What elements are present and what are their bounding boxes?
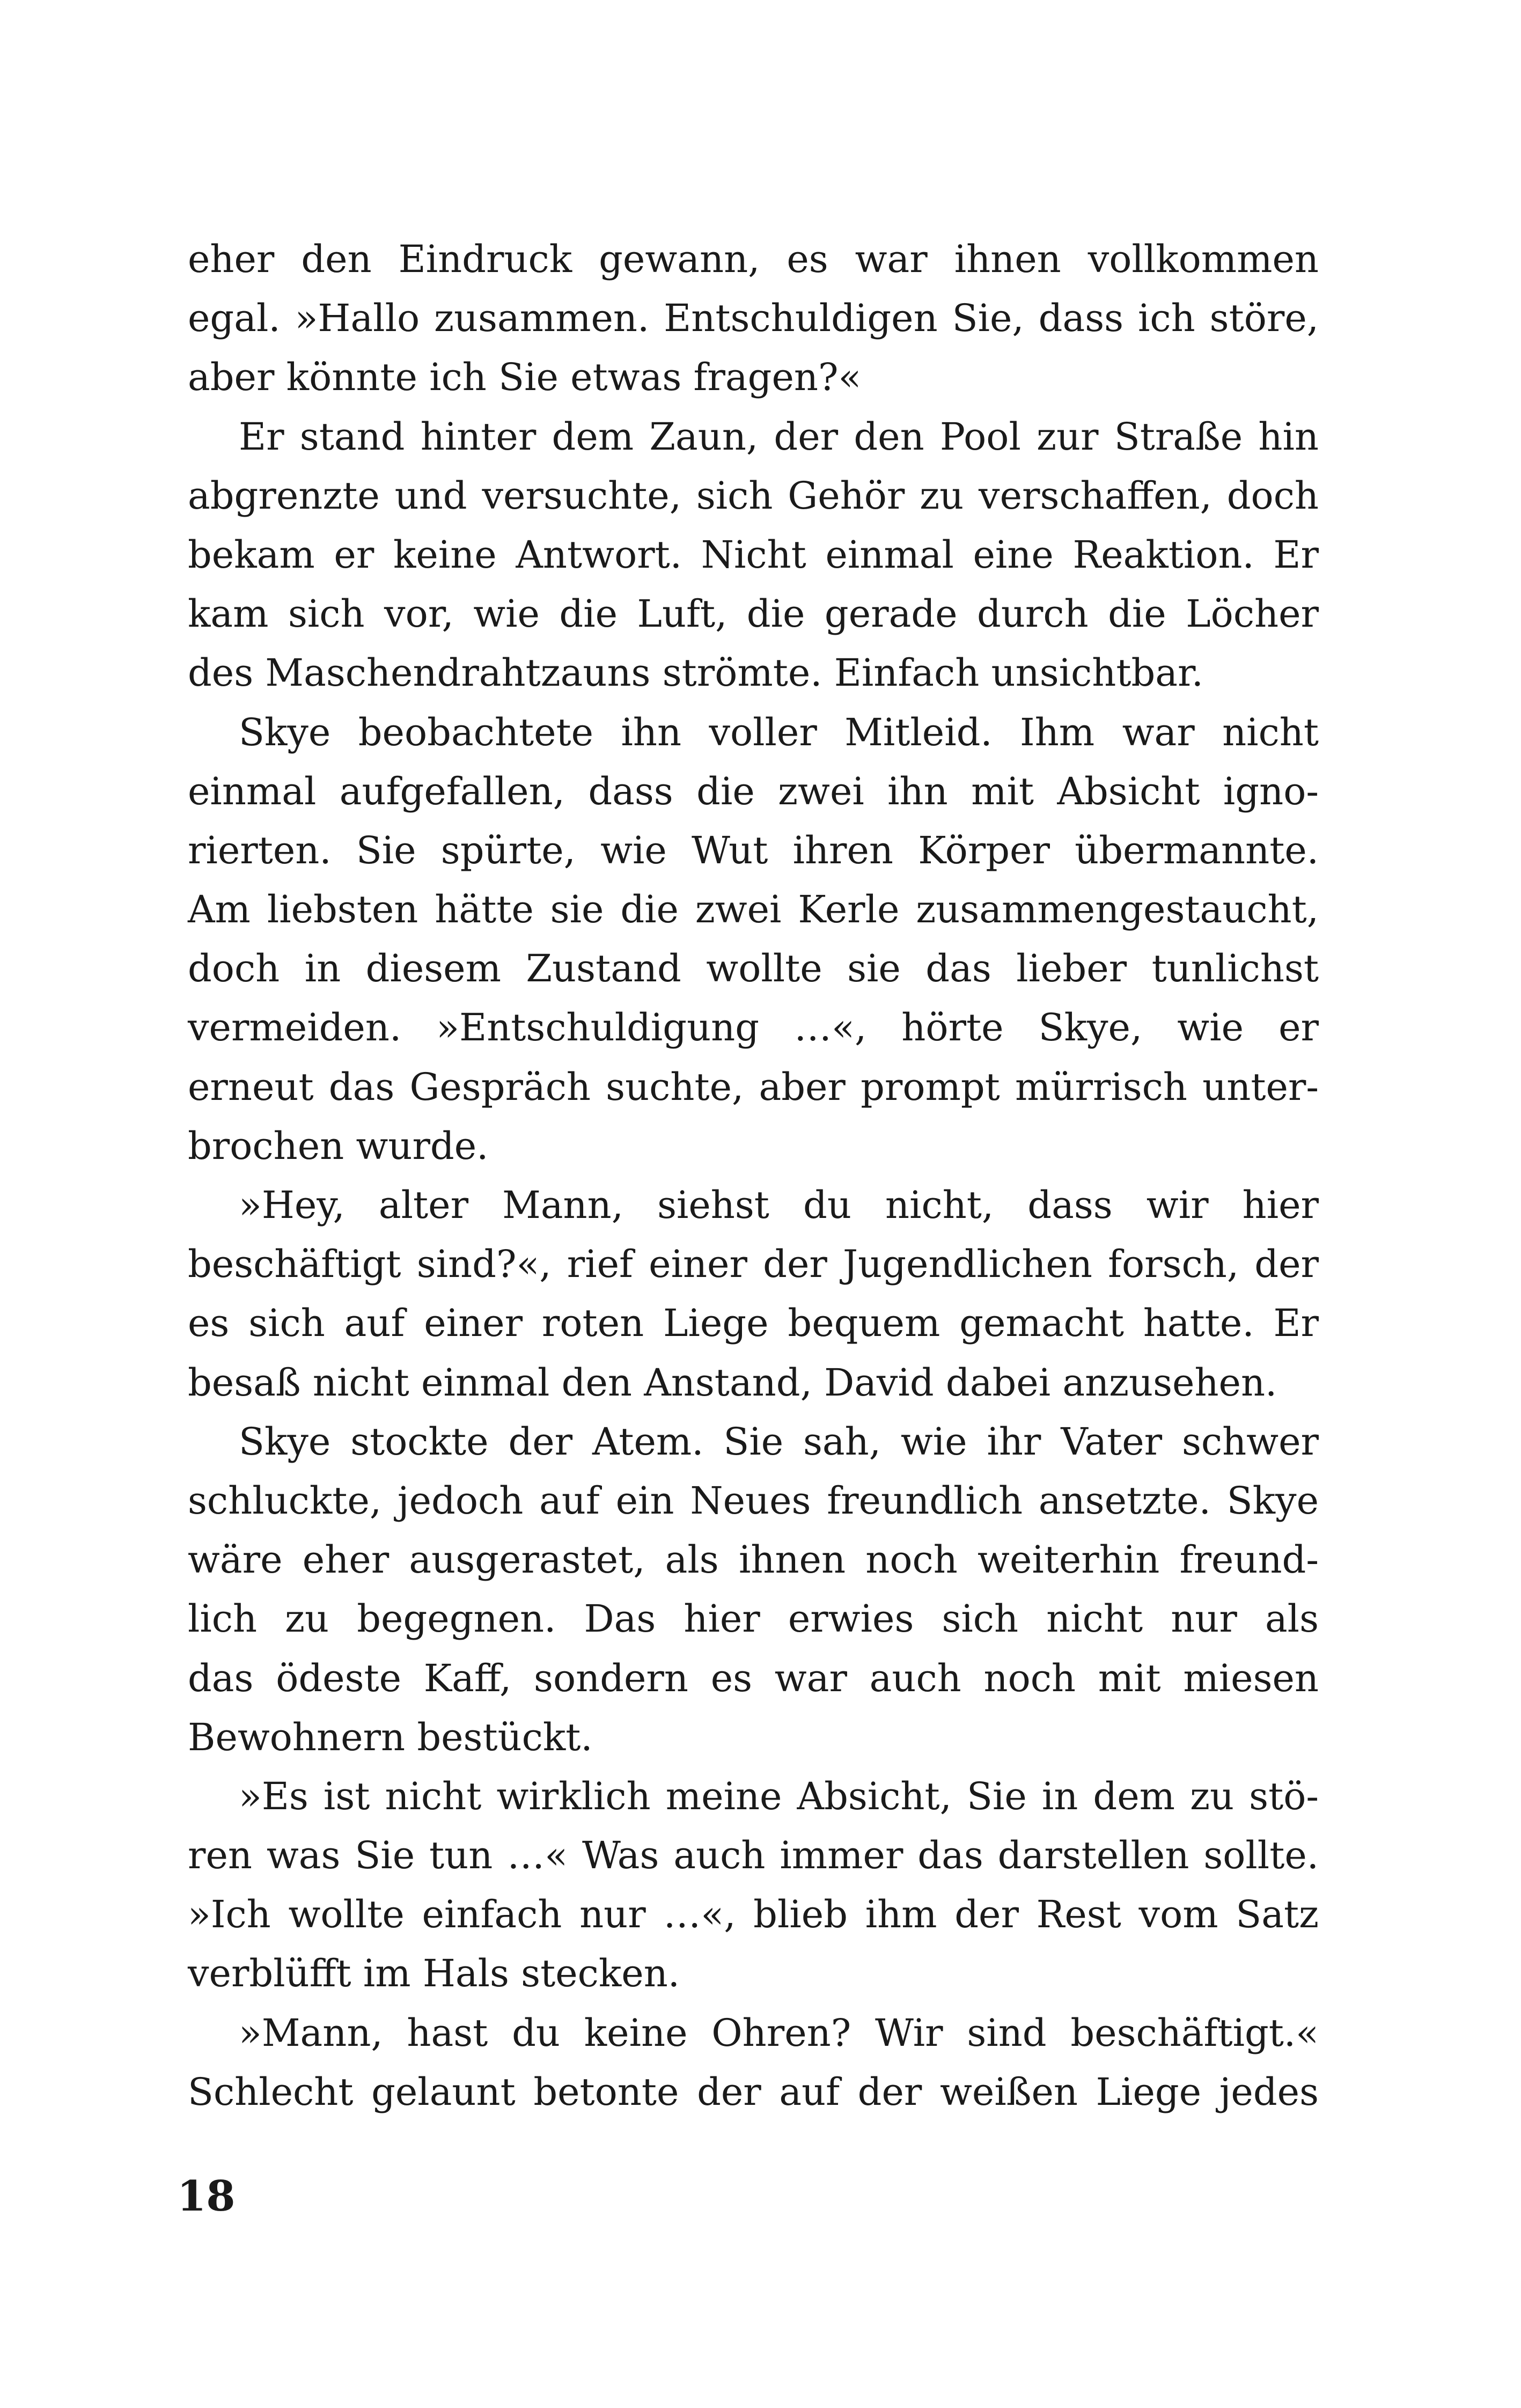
text-line: erneut das Gespräch suchte, aber prompt mürrisch unter-: [188, 1064, 1319, 1109]
text-line: bekam er keine Antwort. Nicht einmal eine Reaktion. Er: [188, 532, 1319, 577]
text-line: einmal aufgefallen, dass die zwei ihn mit Absicht igno-: [188, 769, 1319, 813]
text-line: beschäftigt sind?«, rief einer der Jugendlichen forsch, der: [188, 1242, 1319, 1287]
text-line: abgrenzte und versuchte, sich Gehör zu verschaffen, doch: [188, 473, 1319, 518]
text-line: es sich auf einer roten Liege bequem gemacht hatte. Er: [188, 1301, 1319, 1346]
text-line: Skye stockte der Atem. Sie sah, wie ihr Vater schwer: [239, 1419, 1319, 1464]
text-line: schluckte, jedoch auf ein Neues freundlich ansetzte. Skye: [188, 1478, 1319, 1523]
text-line: ren was Sie tun …« Was auch immer das darstellen sollte.: [188, 1833, 1319, 1878]
text-line: Skye beobachtete ihn voller Mitleid. Ihm war nicht: [239, 710, 1319, 754]
text-line: eher den Eindruck gewann, es war ihnen vollkommen: [188, 237, 1319, 281]
text-line: »Es ist nicht wirklich meine Absicht, Sie in dem zu stö-: [239, 1774, 1319, 1818]
text-line: wäre eher ausgerastet, als ihnen noch weiterhin freund-: [188, 1538, 1319, 1582]
text-line: egal. »Hallo zusammen. Entschuldigen Sie, dass ich störe,: [188, 296, 1319, 341]
text-line: rierten. Sie spürte, wie Wut ihren Körper übermannte.: [188, 828, 1319, 872]
text-line: »Ich wollte einfach nur …«, blieb ihm der Rest vom Satz: [188, 1892, 1319, 1937]
page-number: 18: [177, 2172, 236, 2221]
body-text: [188, 230, 1319, 2121]
text-line: Am liebsten hätte sie die zwei Kerle zusammengestaucht,: [188, 887, 1319, 932]
text-line: verblüfft im Hals stecken.: [188, 1951, 680, 1996]
text-line: kam sich vor, wie die Luft, die gerade durch die Löcher: [188, 592, 1319, 636]
text-line: doch in diesem Zustand wollte sie das lieber tunlichst: [188, 946, 1319, 991]
text-line: brochen wurde.: [188, 1124, 489, 1168]
text-line: »Hey, alter Mann, siehst du nicht, dass wir hier: [239, 1183, 1319, 1227]
text-line: Bewohnern bestückt.: [188, 1715, 593, 1759]
text-line: lich zu begegnen. Das hier erwies sich nicht nur als: [188, 1597, 1319, 1641]
text-line: aber könnte ich Sie etwas fragen?«: [188, 355, 862, 400]
text-line: vermeiden. »Entschuldigung …«, hörte Skye, wie er: [188, 1005, 1319, 1050]
text-line: das ödeste Kaff, sondern es war auch noch mit miesen: [188, 1656, 1319, 1700]
text-line: besaß nicht einmal den Anstand, David dabei anzusehen.: [188, 1360, 1277, 1405]
text-line: des Maschendrahtzauns strömte. Einfach unsichtbar.: [188, 651, 1204, 695]
text-line: Schlecht gelaunt betonte der auf der weißen Liege jedes: [188, 2069, 1319, 2114]
text-line: Er stand hinter dem Zaun, der den Pool zur Straße hin: [239, 414, 1319, 459]
text-line: »Mann, hast du keine Ohren? Wir sind beschäftigt.«: [239, 2010, 1319, 2055]
